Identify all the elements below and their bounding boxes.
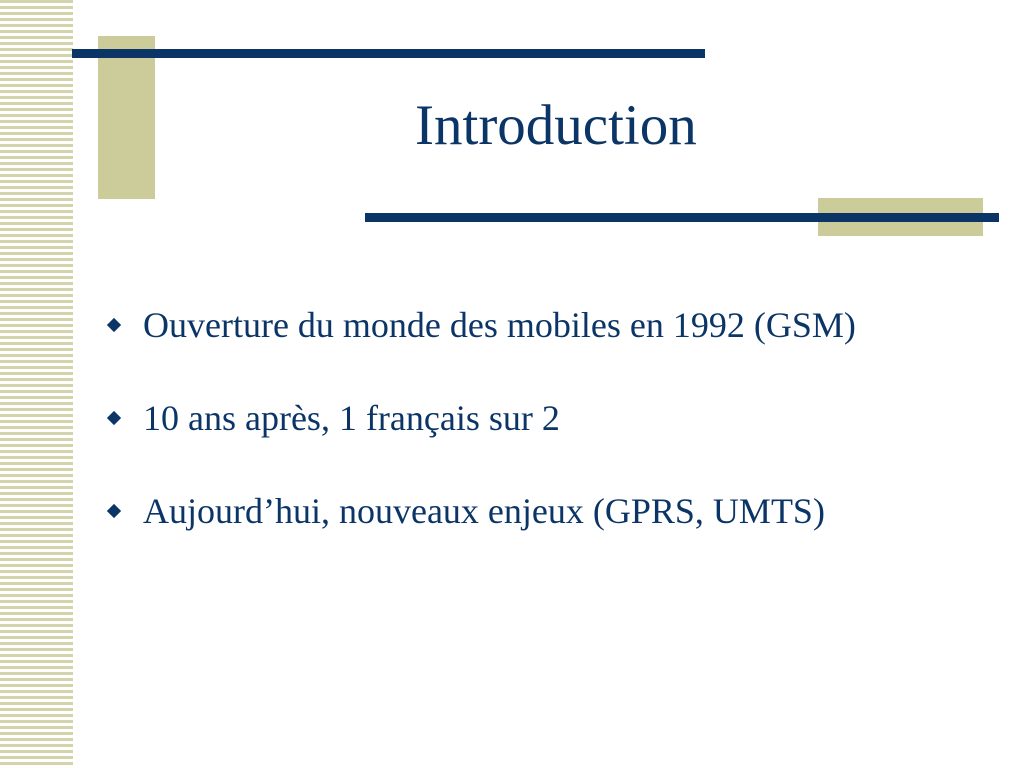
diamond-bullet-icon bbox=[107, 318, 121, 332]
decorative-block-left bbox=[98, 36, 155, 199]
bullet-list bbox=[105, 305, 1010, 532]
slide-title: Introduction bbox=[415, 94, 697, 157]
diamond-bullet-icon bbox=[107, 411, 121, 425]
diamond-bullet-icon bbox=[107, 504, 121, 518]
bullet-text: Aujourd’hui, nouveaux enjeux (GPRS, UMTS) bbox=[143, 491, 825, 531]
bullet-item bbox=[105, 398, 1010, 439]
bullet-item bbox=[105, 491, 1010, 532]
decorative-line-top bbox=[72, 49, 705, 58]
bullet-text: Ouverture du monde des mobiles en 1992 (GSM) bbox=[143, 305, 856, 345]
decorative-line-bottom bbox=[365, 213, 999, 222]
bullet-text: 10 ans après, 1 français sur 2 bbox=[143, 398, 560, 438]
left-stripe-border bbox=[0, 0, 73, 768]
bullet-item bbox=[105, 305, 1010, 346]
